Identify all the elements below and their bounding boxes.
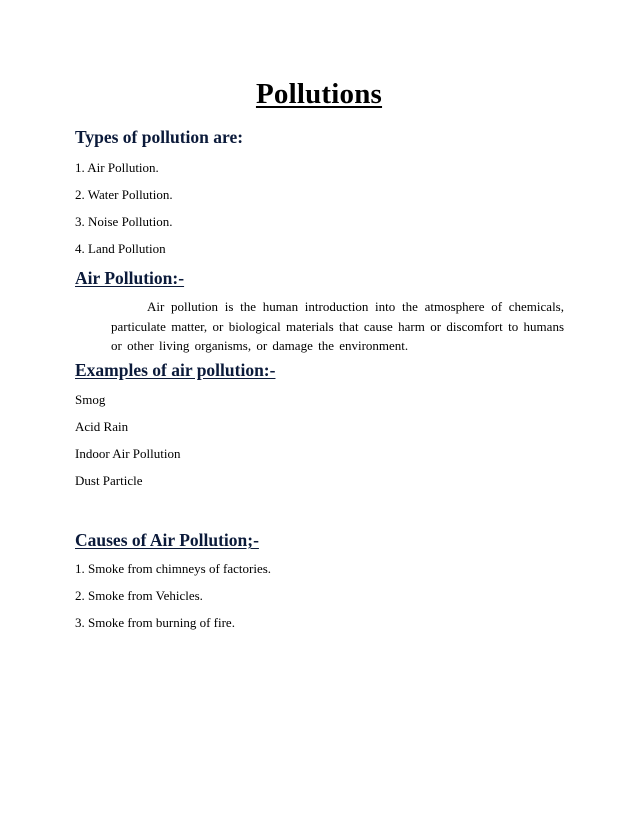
types-item-water: 2. Water Pollution. bbox=[75, 187, 173, 202]
example-item-dust: Dust Particle bbox=[75, 473, 143, 488]
types-heading: Types of pollution are: bbox=[75, 127, 244, 147]
page-title: Pollutions bbox=[255, 78, 383, 110]
cause-item-chimneys: 1. Smoke from chimneys of factories. bbox=[75, 561, 272, 576]
types-item-noise: 3. Noise Pollution. bbox=[75, 214, 173, 229]
causes-heading: Causes of Air Pollution;- bbox=[75, 530, 259, 550]
types-item-air: 1. Air Pollution. bbox=[75, 160, 159, 175]
example-item-smog: Smog bbox=[75, 392, 106, 407]
cause-item-vehicles: 2. Smoke from Vehicles. bbox=[75, 588, 203, 603]
example-item-acid-rain: Acid Rain bbox=[75, 419, 129, 434]
air-pollution-paragraph: Air pollution is the human introduction into the atmosphere of chemicals, particulate matter, or biological materials that cause harm or discomfort to humans or other living organisms, or damage the environment. bbox=[111, 299, 564, 353]
types-item-land: 4. Land Pollution bbox=[75, 241, 166, 256]
air-pollution-heading: Air Pollution:- bbox=[75, 268, 185, 288]
cause-item-fire: 3. Smoke from burning of fire. bbox=[75, 615, 235, 630]
examples-heading: Examples of air pollution:- bbox=[75, 360, 276, 380]
example-item-indoor: Indoor Air Pollution bbox=[75, 446, 181, 461]
